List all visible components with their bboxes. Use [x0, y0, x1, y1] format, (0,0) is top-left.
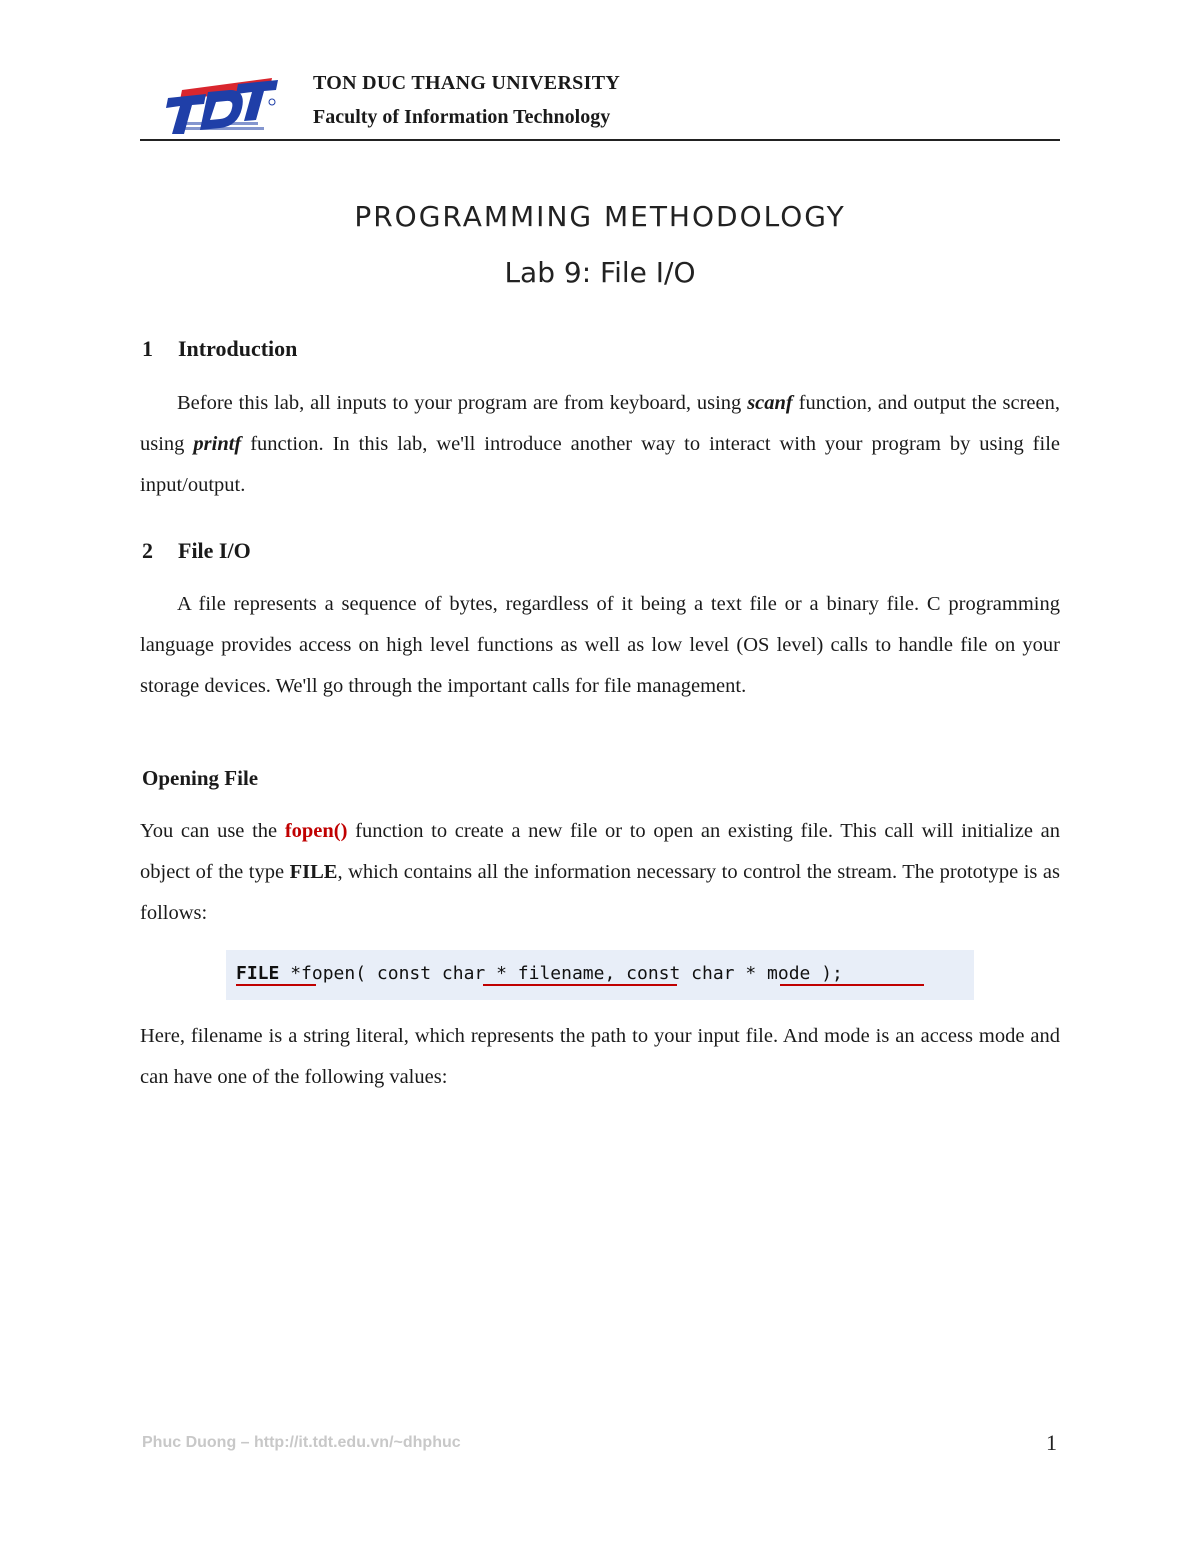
code-rest: *fopen( const char * filename, const char * mode );: [279, 963, 843, 984]
intro-text-b: function, and output the screen, using: [140, 392, 1061, 455]
opening-text-b: function to create a new file or to open an existing file. This call will initialize an object of the type: [140, 820, 1060, 883]
code-underline-mode: [780, 984, 924, 986]
mode-paragraph: Here, filename is a string literal, which represents the path to your input file. And mode is an access mode and can have one of the following values:: [140, 1025, 1060, 1088]
scanf-term: scanf: [747, 392, 793, 414]
fopen-prototype: [236, 963, 843, 984]
opening-file-paragraph: [140, 811, 1060, 934]
faculty-name: Faculty of Information Technology: [313, 106, 611, 128]
file-type-term: FILE: [289, 861, 338, 883]
code-underline-filename: [483, 984, 677, 986]
section-2-heading: [142, 538, 251, 564]
section-1-number: 1: [142, 336, 153, 361]
page-number: 1: [1046, 1430, 1057, 1455]
section-2-title: File I/O: [178, 538, 251, 563]
course-title: PROGRAMMING METHODOLOGY: [354, 200, 846, 233]
university-name: TON DUC THANG UNIVERSITY: [313, 72, 621, 94]
section-1-title: Introduction: [178, 336, 298, 361]
opening-text-a: You can use the: [140, 820, 285, 842]
intro-text-a: Before this lab, all inputs to your program are from keyboard, using: [177, 392, 748, 414]
intro-paragraph: [140, 383, 1060, 506]
footer-author-link: Phuc Duong – http://it.tdt.edu.vn/~dhphuc: [142, 1434, 461, 1451]
printf-term: printf: [193, 433, 242, 455]
code-keyword-file: FILE: [236, 963, 280, 984]
opening-text-c: , which contains all the information necessary to control the stream. The prototype is as follows:: [140, 861, 1060, 924]
section-1-heading: [142, 336, 297, 362]
header-divider: [140, 139, 1060, 141]
file-io-paragraph: A file represents a sequence of bytes, regardless of it being a text file or a binary file. C programming language provides access on high level functions as well as low level (OS level) calls to handle file on your storage devices. We'll go through the important calls for file management.: [140, 593, 1060, 697]
section-2-number: 2: [142, 538, 153, 563]
intro-text-c: function. In this lab, we'll introduce another way to interact with your program by using file input/output.: [140, 433, 1060, 496]
code-underline-file: [236, 984, 316, 986]
fopen-term: fopen(): [284, 820, 348, 842]
lab-title: Lab 9: File I/O: [504, 256, 696, 289]
tdt-logo: [160, 68, 280, 138]
opening-file-heading: Opening File: [142, 766, 259, 790]
